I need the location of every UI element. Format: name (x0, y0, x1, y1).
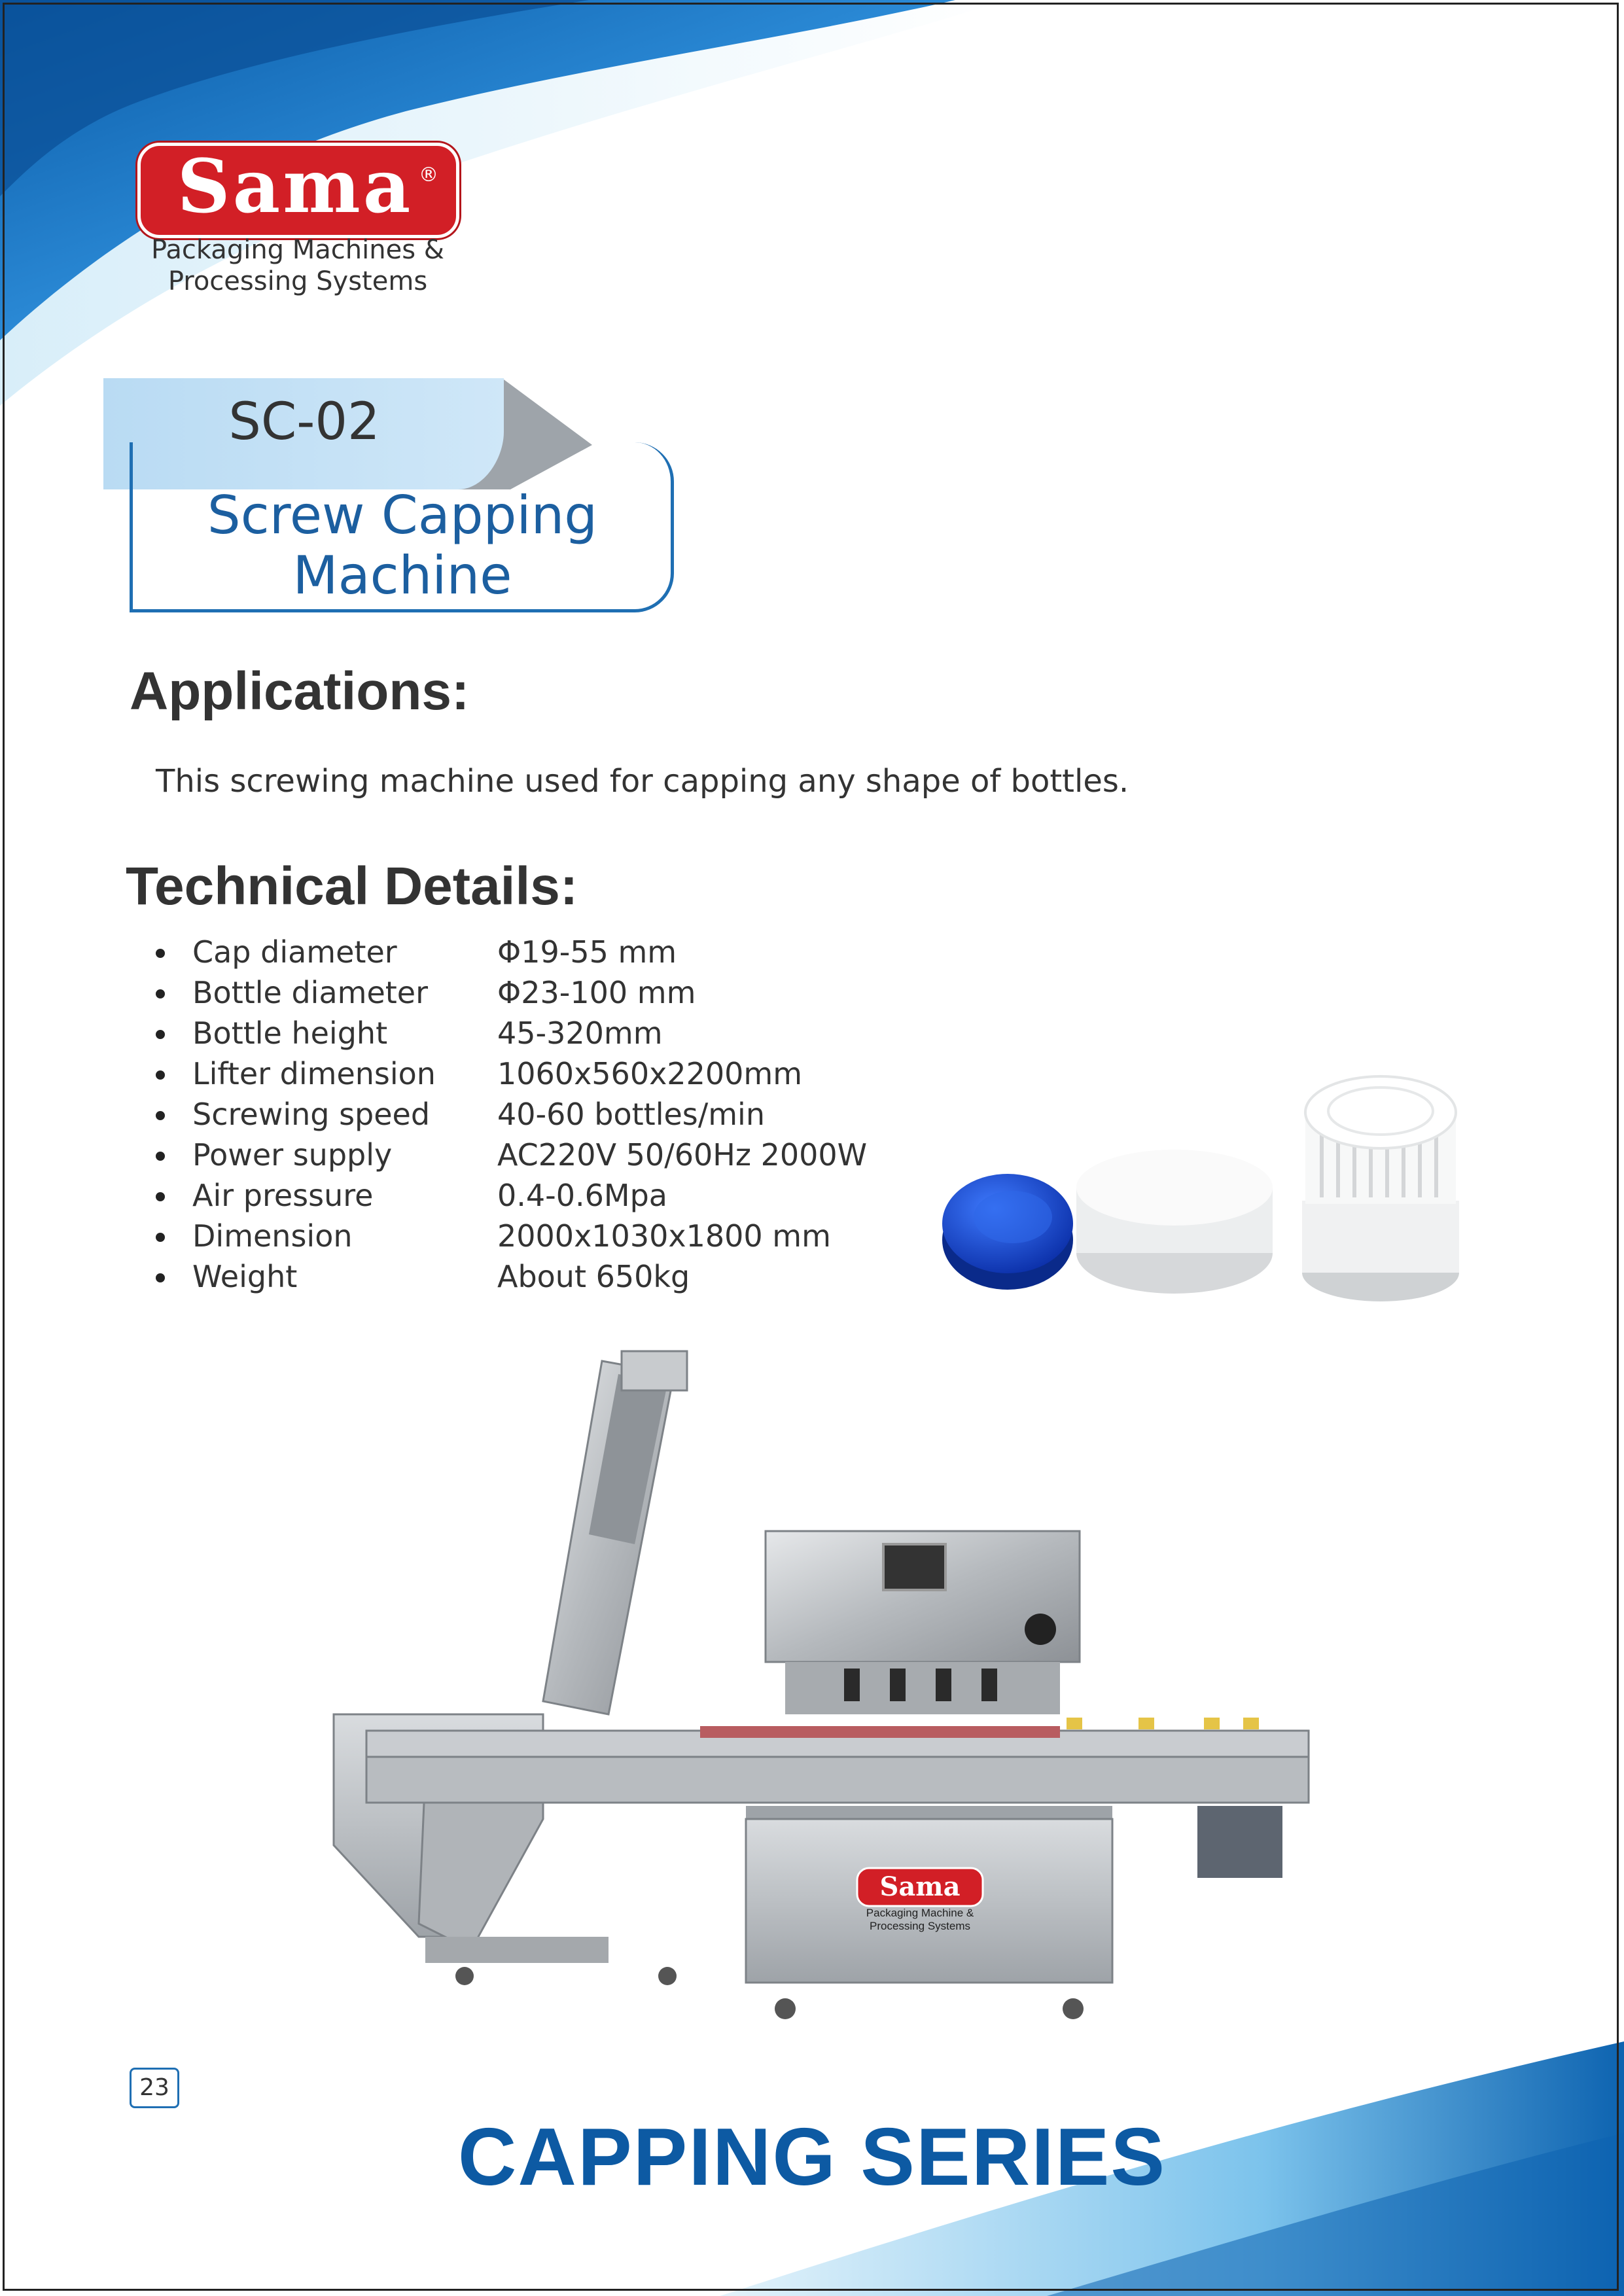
machine-logo: Sama (879, 1871, 961, 1902)
machine-plate-line-1: Packaging Machine & (866, 1907, 974, 1919)
spec-label: Air pressure (192, 1178, 374, 1213)
logo: Sama (177, 144, 414, 230)
spec-value: AC220V 50/60Hz 2000W (497, 1137, 868, 1173)
machine-plate-text (831, 1907, 1009, 1933)
product-title-line-2: Machine (292, 545, 512, 606)
spec-label: Cap diameter (192, 934, 397, 970)
spec-label: Bottle diameter (192, 975, 429, 1010)
spec-row (156, 1056, 941, 1097)
bullet-icon (156, 1070, 165, 1080)
spec-row (156, 1259, 941, 1299)
spec-value: Φ23-100 mm (497, 975, 696, 1010)
bullet-icon (156, 1233, 165, 1242)
footer-title: CAPPING SERIES (457, 2112, 1167, 2202)
bullet-icon (156, 1273, 165, 1282)
product-code: SC-02 (228, 393, 380, 451)
spec-row (156, 1218, 941, 1259)
spec-list (156, 934, 941, 1299)
spec-value: 0.4-0.6Mpa (497, 1178, 667, 1213)
spec-row (156, 934, 941, 975)
product-title-line-1: Screw Capping (207, 485, 598, 546)
spec-row (156, 1016, 941, 1056)
bullet-icon (156, 1192, 165, 1201)
spec-value: 45-320mm (497, 1016, 663, 1051)
spec-label: Weight (192, 1259, 298, 1294)
registered-mark: ® (419, 164, 438, 186)
spec-row (156, 975, 941, 1016)
spec-label: Power supply (192, 1137, 393, 1173)
bullet-icon (156, 1152, 165, 1161)
spec-value: 40-60 bottles/min (497, 1097, 765, 1132)
product-title (137, 486, 667, 606)
spec-row (156, 1137, 941, 1178)
spec-label: Bottle height (192, 1016, 388, 1051)
spec-value: About 650kg (497, 1259, 690, 1294)
spec-value: 1060x560x2200mm (497, 1056, 802, 1091)
applications-heading: Applications: (130, 662, 470, 721)
technical-heading: Technical Details: (126, 857, 578, 916)
bullet-icon (156, 949, 165, 958)
spec-value: Φ19-55 mm (497, 934, 677, 970)
spec-value: 2000x1030x1800 mm (497, 1218, 831, 1254)
spec-label: Dimension (192, 1218, 353, 1254)
bullet-icon (156, 1111, 165, 1120)
tagline-line-2: Processing Systems (168, 266, 428, 296)
brand-tagline (134, 234, 461, 297)
applications-text: This screwing machine used for capping any shape of bottles. (156, 763, 1129, 800)
spec-row (156, 1178, 941, 1218)
page-number: 23 (130, 2068, 179, 2108)
tagline-line-1: Packaging Machines & (151, 235, 444, 265)
machine-plate-line-2: Processing Systems (870, 1920, 970, 1932)
spec-label: Lifter dimension (192, 1056, 436, 1091)
spec-row (156, 1097, 941, 1137)
bullet-icon (156, 989, 165, 998)
bullet-icon (156, 1030, 165, 1039)
spec-label: Screwing speed (192, 1097, 431, 1132)
